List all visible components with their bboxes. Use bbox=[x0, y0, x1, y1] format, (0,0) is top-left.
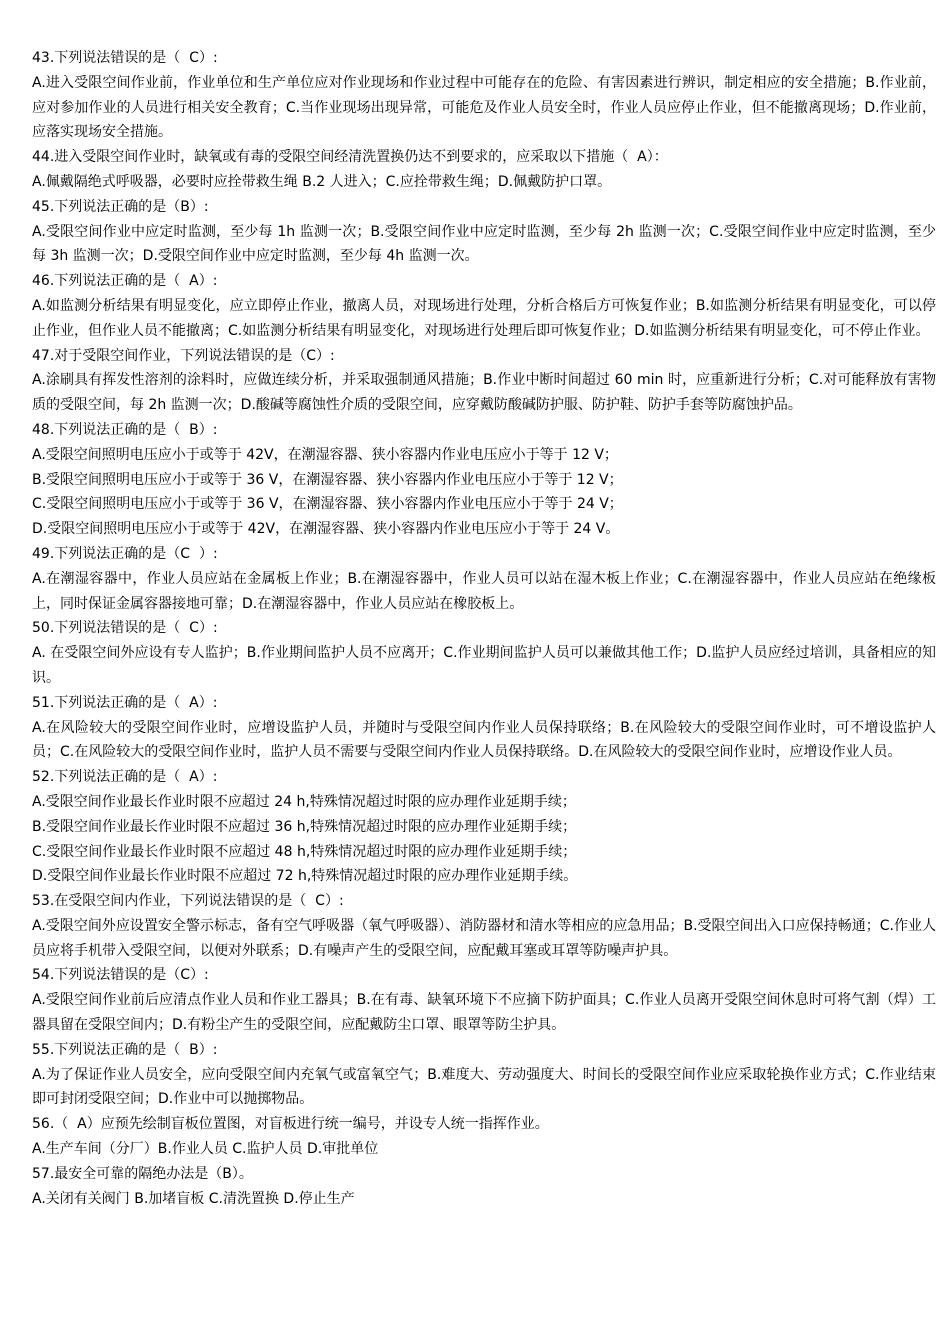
question-56 bbox=[32, 1112, 936, 1162]
option-a: A.受限空间照明电压应小于或等于 42V，在潮湿容器、狭小容器内作业电压应小于等于 12 V； bbox=[32, 446, 618, 463]
question-43 bbox=[32, 46, 936, 145]
question-title: 47.对于受限空间作业，下列说法错误的是（C）: bbox=[32, 347, 335, 364]
question-45 bbox=[32, 195, 936, 269]
question-options: A.受限空间作业前后应清点作业人员和作业工器具；B.在有毒、缺氧环境下不应摘下防护面具；C.作业人员离开受限空间休息时可将气割（焊）工器具留在受限空间内；D.有粉尘产生的受限空间，应配戴防尘口罩、眼罩等防尘护具。 bbox=[32, 992, 936, 1034]
question-title: 43.下列说法错误的是（ C）: bbox=[32, 50, 218, 66]
question-44 bbox=[32, 145, 936, 195]
question-title: 51.下列说法正确的是（ A）: bbox=[32, 694, 218, 711]
question-options: A.在风险较大的受限空间作业时，应增设监护人员，并随时与受限空间内作业人员保持联络；B.在风险较大的受限空间作业时，可不增设监护人员；C.在风险较大的受限空间作业时，监护人员不需要与受限空间内作业人员保持联络。D.在风险较大的受限空间作业时，应增设作业人员。 bbox=[32, 719, 936, 761]
question-options: A.在潮湿容器中，作业人员应站在金属板上作业；B.在潮湿容器中，作业人员可以站在湿木板上作业；C.在潮湿容器中，作业人员应站在绝缘板上，同时保证金属容器接地可靠；D.在潮湿容器中，作业人员应站在橡胶板上。 bbox=[32, 570, 936, 612]
option-a: A.受限空间作业最长作业时限不应超过 24 h,特殊情况超过时限的应办理作业延期手续； bbox=[32, 793, 576, 810]
question-options: A.涂刷具有挥发性溶剂的涂料时，应做连续分析，并采取强制通风措施；B.作业中断时间超过 60 min 时，应重新进行分析；C.对可能释放有害物质的受限空间，每 2h 监测一次；D.酸碱等腐蚀性介质的受限空间，应穿戴防酸碱防护服、防护鞋、防护手套等防腐蚀护品。 bbox=[32, 372, 936, 414]
question-48 bbox=[32, 418, 936, 542]
question-options: A.如监测分析结果有明显变化，应立即停止作业，撤离人员，对现场进行处理，分析合格后方可恢复作业；B.如监测分析结果有明显变化，可以停止作业，但作业人员不能撤离；C.如监测分析结果有明显变化，对现场进行处理后即可恢复作业；D.如监测分析结果有明显变化，可不停止作业。 bbox=[32, 297, 936, 339]
question-title: 49.下列说法正确的是（C ）: bbox=[32, 545, 218, 562]
question-50 bbox=[32, 616, 936, 690]
question-52 bbox=[32, 765, 936, 889]
question-47 bbox=[32, 344, 936, 418]
question-options: A.为了保证作业人员安全，应向受限空间内充氧气或富氧空气；B.难度大、劳动强度大、时间长的受限空间作业应采取轮换作业方式；C.作业结束即可封闭受限空间；D.作业中可以抛掷物品。 bbox=[32, 1066, 936, 1108]
option-b: B.受限空间照明电压应小于或等于 36 V，在潮湿容器、狭小容器内作业电压应小于等于 12 V； bbox=[32, 471, 623, 488]
option-b: B.受限空间作业最长作业时限不应超过 36 h,特殊情况超过时限的应办理作业延期手续； bbox=[32, 818, 577, 835]
question-options: A.关闭有关阀门 B.加堵盲板 C.清洗置换 D.停止生产 bbox=[32, 1190, 355, 1207]
option-d: D.受限空间作业最长作业时限不应超过 72 h,特殊情况超过时限的应办理作业延期手续。 bbox=[32, 868, 578, 885]
question-options: A.进入受限空间作业前，作业单位和生产单位应对作业现场和作业过程中可能存在的危险、有害因素进行辨识，制定相应的安全措施；B.作业前，应对参加作业的人员进行相关安全教育；C.当作业现场出现异常，可能危及作业人员安全时，作业人员应停止作业，但不能撤离现场；D.作业前，应落实现场安全措施。 bbox=[32, 74, 936, 141]
question-title: 50.下列说法错误的是（ C）: bbox=[32, 620, 218, 637]
question-title: 45.下列说法正确的是（B）: bbox=[32, 198, 209, 215]
question-title: 56.（ A）应预先绘制盲板位置图，对盲板进行统一编号，并设专人统一指挥作业。 bbox=[32, 1116, 549, 1133]
question-options: A.受限空间作业中应定时监测，至少每 1h 监测一次；B.受限空间作业中应定时监测，至少每 2h 监测一次；C.受限空间作业中应定时监测，至少每 3h 监测一次；D.受限空间作业中应定时监测，至少每 4h 监测一次。 bbox=[32, 223, 936, 265]
question-54 bbox=[32, 963, 936, 1037]
question-options: A.受限空间外应设置安全警示标志，备有空气呼吸器（氧气呼吸器）、消防器材和清水等相应的应急用品；B.受限空间出入口应保持畅通；C.作业人员应将手机带入受限空间，以便对外联系；D.有噪声产生的受限空间，应配戴耳塞或耳罩等防噪声护具。 bbox=[32, 917, 936, 959]
question-51 bbox=[32, 691, 936, 765]
question-title: 44.进入受限空间作业时，缺氧或有毒的受限空间经清洗置换仍达不到要求的，应采取以下措施（ A）： bbox=[32, 149, 668, 166]
question-53 bbox=[32, 889, 936, 963]
option-d: D.受限空间照明电压应小于或等于 42V，在潮湿容器、狭小容器内作业电压应小于等于 24 V。 bbox=[32, 521, 620, 538]
question-title: 48.下列说法正确的是（ B）: bbox=[32, 421, 218, 438]
question-title: 52.下列说法正确的是（ A）: bbox=[32, 769, 218, 786]
question-options: A. 在受限空间外应设有专人监护；B.作业期间监护人员不应离开；C.作业期间监护人员可以兼做其他工作；D.监护人员应经过培训，具备相应的知识。 bbox=[32, 645, 936, 686]
question-title: 53.在受限空间内作业，下列说法错误的是（ C）: bbox=[32, 893, 344, 910]
question-46 bbox=[32, 269, 936, 343]
question-title: 46.下列说法正确的是（ A）: bbox=[32, 273, 218, 290]
option-c: C.受限空间作业最长作业时限不应超过 48 h,特殊情况超过时限的应办理作业延期手续； bbox=[32, 843, 577, 860]
question-options: A.生产车间（分厂）B.作业人员 C.监护人员 D.审批单位 bbox=[32, 1141, 379, 1158]
question-title: 55.下列说法正确的是（ B）: bbox=[32, 1041, 218, 1058]
question-57 bbox=[32, 1162, 936, 1212]
question-title: 57.最安全可靠的隔绝办法是（B）。 bbox=[32, 1165, 253, 1182]
question-55 bbox=[32, 1038, 936, 1112]
question-options: A.佩戴隔绝式呼吸器，必要时应拴带救生绳 B.2 人进入；C.应拴带救生绳；D.佩戴防护口罩。 bbox=[32, 173, 612, 190]
option-c: C.受限空间照明电压应小于或等于 36 V，在潮湿容器、狭小容器内作业电压应小于等于 24 V； bbox=[32, 496, 623, 513]
question-title: 54.下列说法错误的是（C）: bbox=[32, 967, 209, 984]
question-49 bbox=[32, 542, 936, 616]
